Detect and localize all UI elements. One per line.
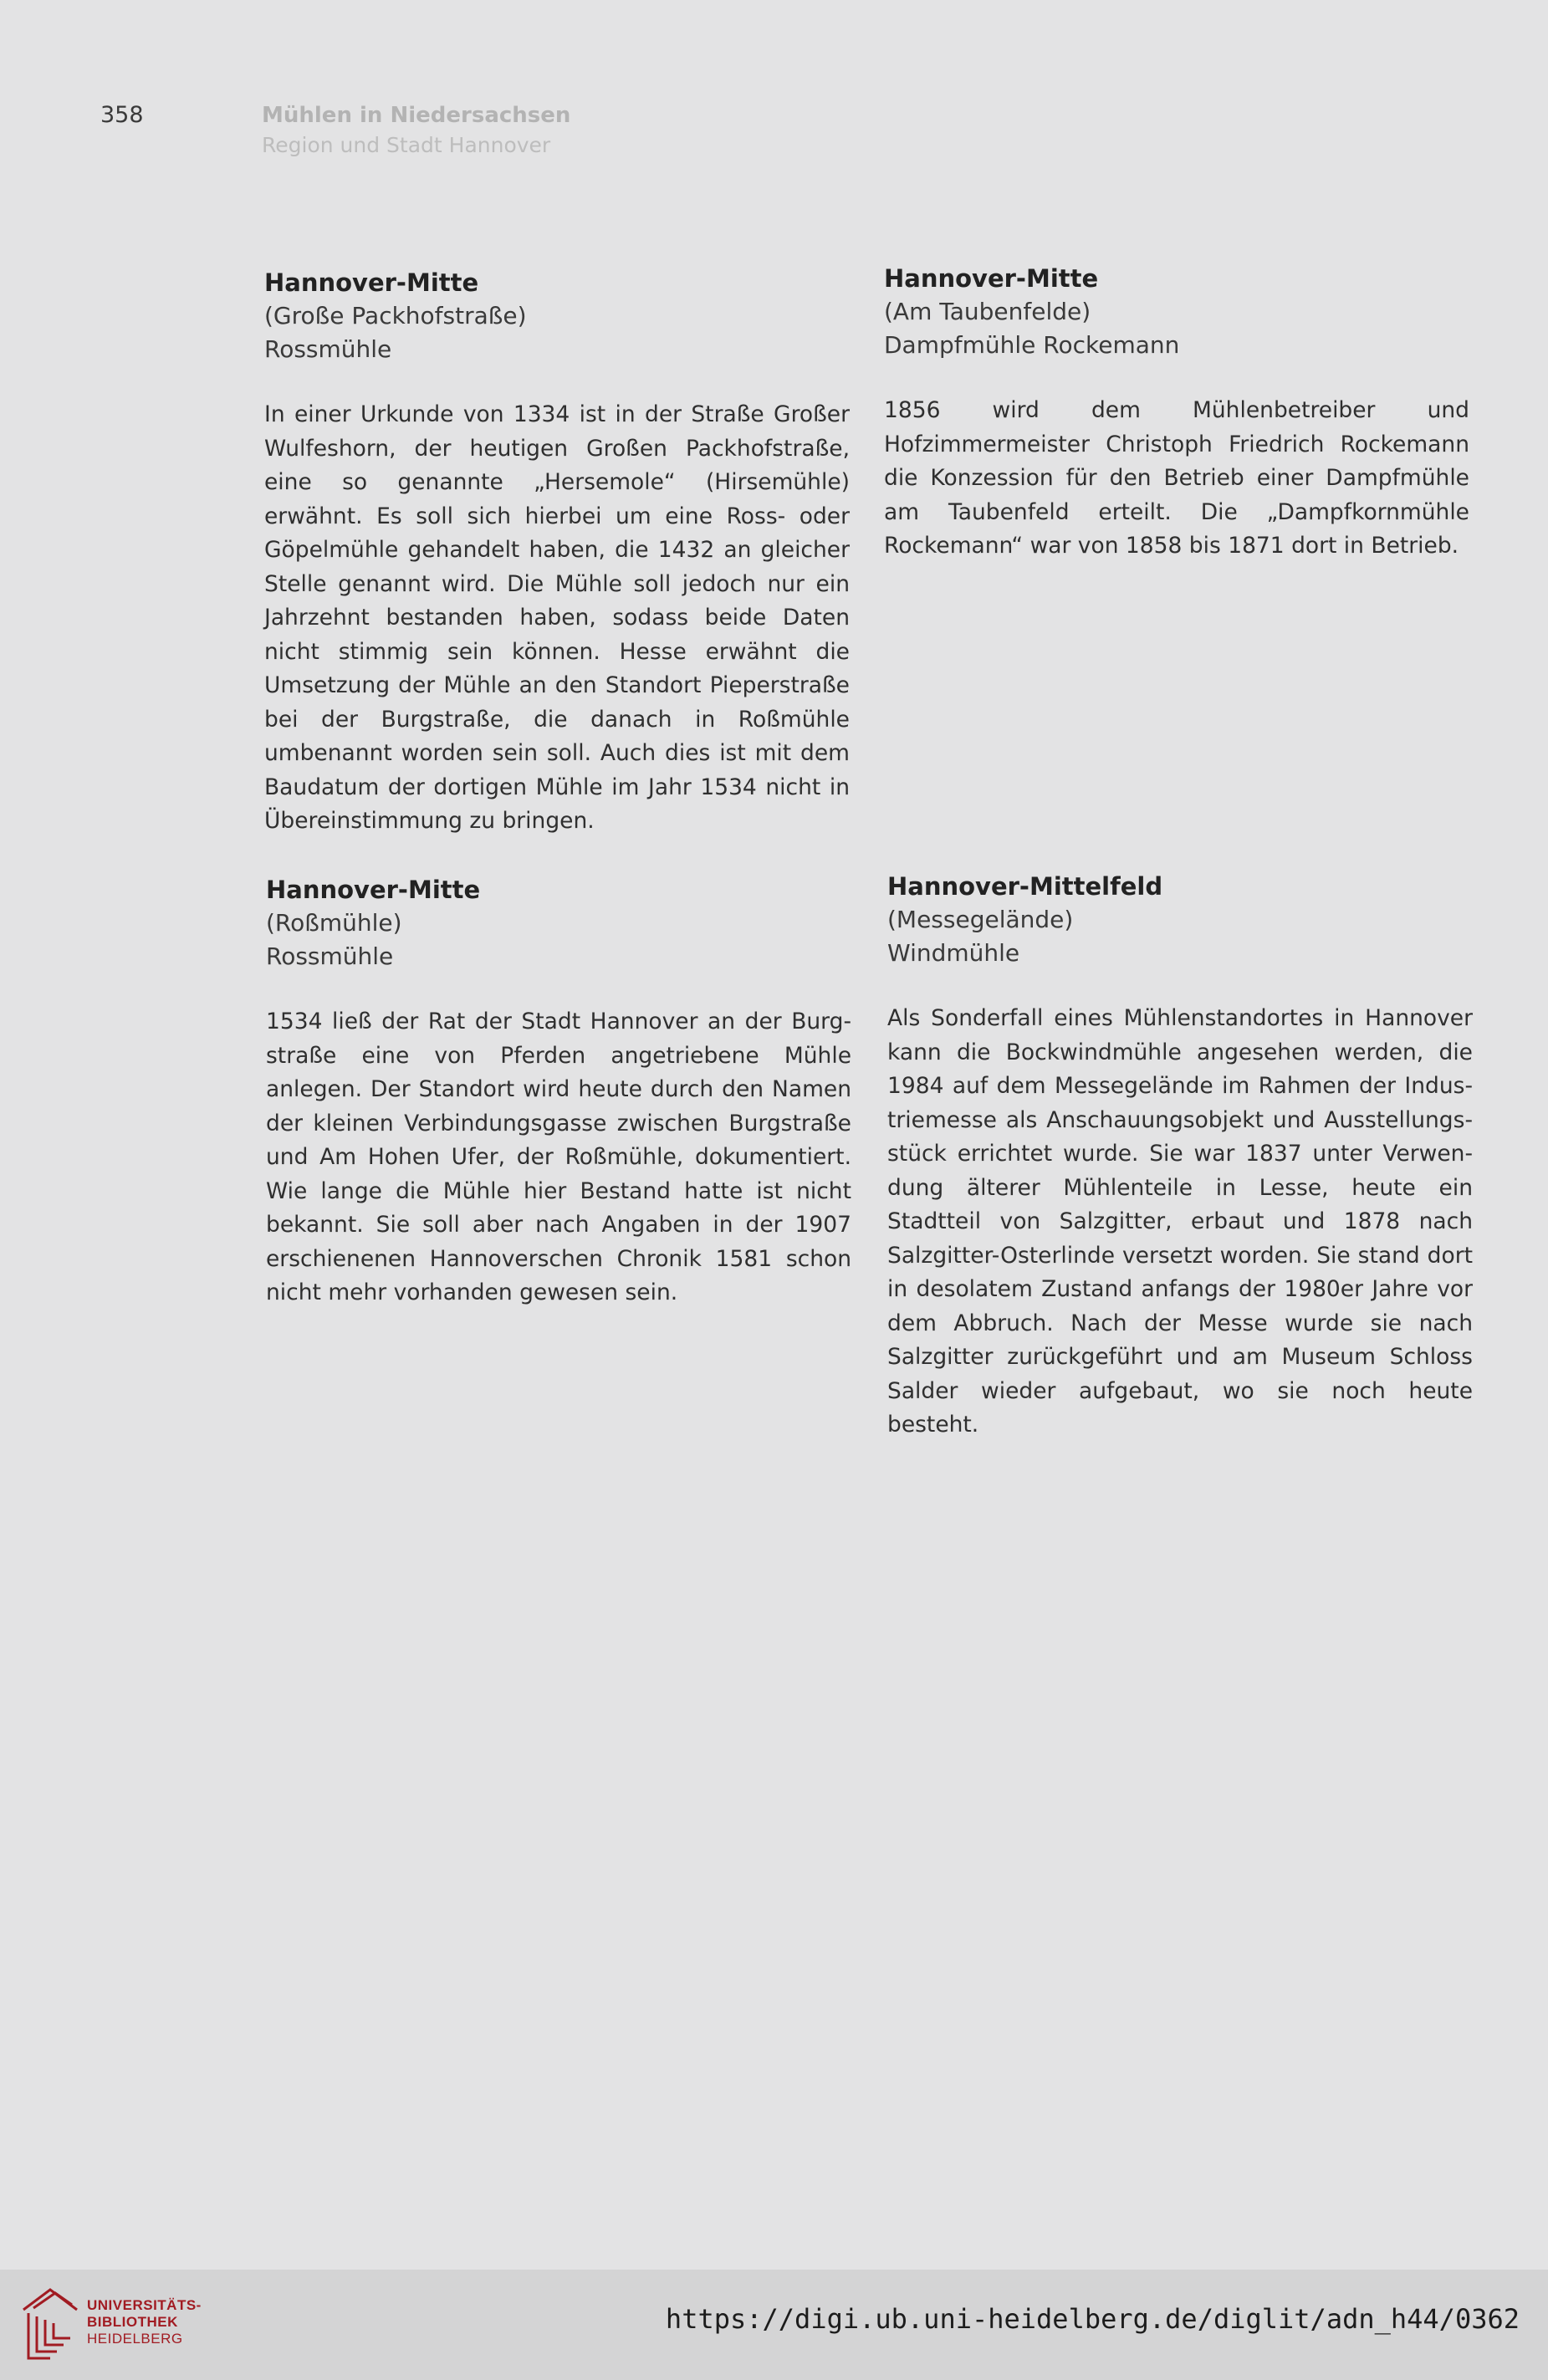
entry-location: (Große Packhofstraße) <box>264 302 527 329</box>
entry-location: (Am Taubenfelde) <box>884 298 1091 325</box>
entry-body: Als Sonderfall eines Mühlenstandortes in Hannover kann die Bockwindmühle angesehen werden, die 1984 auf dem Messegelände im Rahmen der Industriemesse als Anschauungsobjekt und Ausstellungsstück errichtet wurde. Sie war 1837 unter Verwendung älterer Mühlenteile in Lesse, heute ein Stadtteil von Salzgitter, erbaut und 1878 nach Salzgitter-Osterlinde versetzt worden. Sie stand dort in desolatem Zustand anfangs der 1980er Jahre vor dem Abbruch. Nach der Messe wurde sie nach Salzgitter zurückgeführt und am Museum Schloss Salder wieder aufgebaut, wo sie noch heute besteht. <box>887 1005 1473 1438</box>
source-url-link[interactable]: https://digi.ub.uni-heidelberg.de/diglit/adn_h44/0362 <box>665 2303 1520 2335</box>
digitization-footer <box>0 2270 1548 2380</box>
entry-body: 1534 ließ der Rat der Stadt Hannover an der Burgstraße eine von Pferden angetriebene Mühle anlegen. Der Standort wird heute durch den Namen der kleinen Verbindungsgasse zwischen Burgstraße und Am Hohen Ufer, der Roßmühle, dokumentiert. Wie lange die Mühle hier Bestand hatte ist nicht bekannt. Sie soll aber nach Angaben in der 1907 erschienenen Hannoverschen Chronik 1581 schon nicht mehr vorhanden gewesen sein. <box>266 1009 851 1305</box>
entry-body: In einer Urkunde von 1334 ist in der Straße Großer Wulfeshorn, der heutigen Großen Packhofstraße, eine so genannte „Hersemole“ (Hirsemühle) erwähnt. Es soll sich hierbei um eine Ross- oder Göpelmühle gehandelt haben, die 1432 an gleicher Stelle genannt wird. Die Mühle soll jedoch nur ein Jahrzehnt bestanden haben, sodass beide Daten nicht stimmig sein können. Hesse erwähnt die Umsetzung der Mühle an den Standort Pieperstraße bei der Burgstraße, die danach in Roßmühle umbenannt worden sein soll. Auch dies ist mit dem Baudatum der dortigen Mühle im Jahr 1534 nicht in Übereinstimmung zu bringen. <box>264 401 850 834</box>
running-head-subtitle: Region und Stadt Hannover <box>262 133 551 157</box>
library-name-line: UNIVERSITÄTS- <box>87 2297 202 2313</box>
page-number: 358 <box>100 102 144 128</box>
entry-title: Hannover-Mitte <box>266 876 481 904</box>
entry-title: Hannover-Mitte <box>264 268 479 297</box>
library-name-line: BIBLIOTHEK <box>87 2314 178 2330</box>
entry-type: Windmühle <box>887 939 1020 967</box>
mill-entry <box>887 870 1473 1443</box>
ub-heidelberg-logo-icon <box>17 2285 82 2365</box>
mill-entry <box>266 873 851 1310</box>
entry-location: (Messegelände) <box>887 906 1074 933</box>
mill-entry <box>264 266 850 839</box>
entry-body: 1856 wird dem Mühlenbetreiber und Hofzimmermeister Christoph Friedrich Rockemann die Konzession für den Betrieb einer Dampfmühle am Taubenfeld erteilt. Die „Dampfkornmühle Rockemann“ war von 1858 bis 1871 dort in Betrieb. <box>884 397 1469 559</box>
entry-type: Dampfmühle Rockemann <box>884 331 1180 359</box>
mill-entry <box>884 262 1469 564</box>
entry-type: Rossmühle <box>264 335 392 363</box>
running-head-title: Mühlen in Niedersachsen <box>262 103 571 128</box>
library-name-line: HEIDELBERG <box>87 2331 183 2347</box>
library-name <box>87 2297 202 2347</box>
entry-title: Hannover-Mittelfeld <box>887 872 1163 901</box>
entry-type: Rossmühle <box>266 942 394 970</box>
entry-title: Hannover-Mitte <box>884 264 1099 293</box>
entry-location: (Roßmühle) <box>266 909 402 937</box>
running-head <box>262 100 570 161</box>
